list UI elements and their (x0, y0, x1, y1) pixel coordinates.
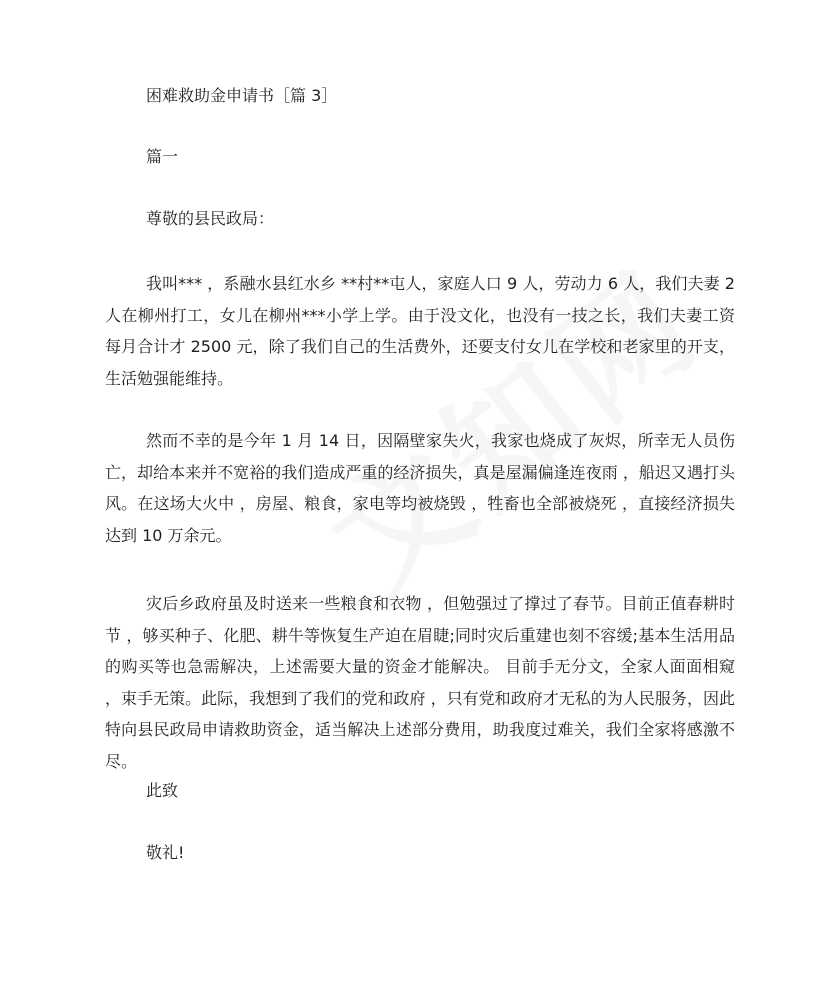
closing: 此致 (146, 781, 179, 800)
salutation: 尊敬的县民政局： (146, 209, 275, 228)
paragraph-1: 我叫*** ，系融水县红水乡 **村**屯人，家庭人口 9 人，劳动力 6 人，我们夫妻 2 人在柳州打工，女儿在柳州***小学上学。由于没文化，也没有一技之长，我们夫妻工资每月合计才 2500 元，除了我们自己的生活费外，还要支付女儿在学校和老家里的开支，生活勉强能维持。 (105, 274, 735, 388)
paragraph-3: 灾后乡政府虽及时送来一些粮食和衣物 ，但勉强过了撑过了春节。目前正值春耕时节 ，够买种子、化肥、耕牛等恢复生产迫在眉睫;同时灾后重建也刻不容缓;基本生活用品的购买等也急需解决，上述需要大量的资金才能解决。 目前手无分文，全家人面面相窥 ，束手无策。此际，我想到了我们的党和政府 ，只有党和政府才无私的为人民服务，因此特向县民政局申请救助资金，适当解决上述部分费用，助我度过难关，我们全家将感激不尽。 (105, 594, 735, 771)
section-heading: 篇一 (146, 147, 179, 166)
paragraph-2: 然而不幸的是今年 1 月 14 日，因隔壁家失火，我家也烧成了灰烬，所幸无人员伤亡，却给本来并不宽裕的我们造成严重的经济损失，真是屋漏偏逢连夜雨 ，船迟又遇打头风。在这场大火中 ，房屋、粮食，家电等均被烧毁 ，牲畜也全部被烧死 ，直接经济损失达到 10 万余元。 (105, 431, 735, 545)
regards: 敬礼! (146, 843, 185, 862)
document-title: 困难救助金申请书［篇 3］ (146, 86, 338, 105)
